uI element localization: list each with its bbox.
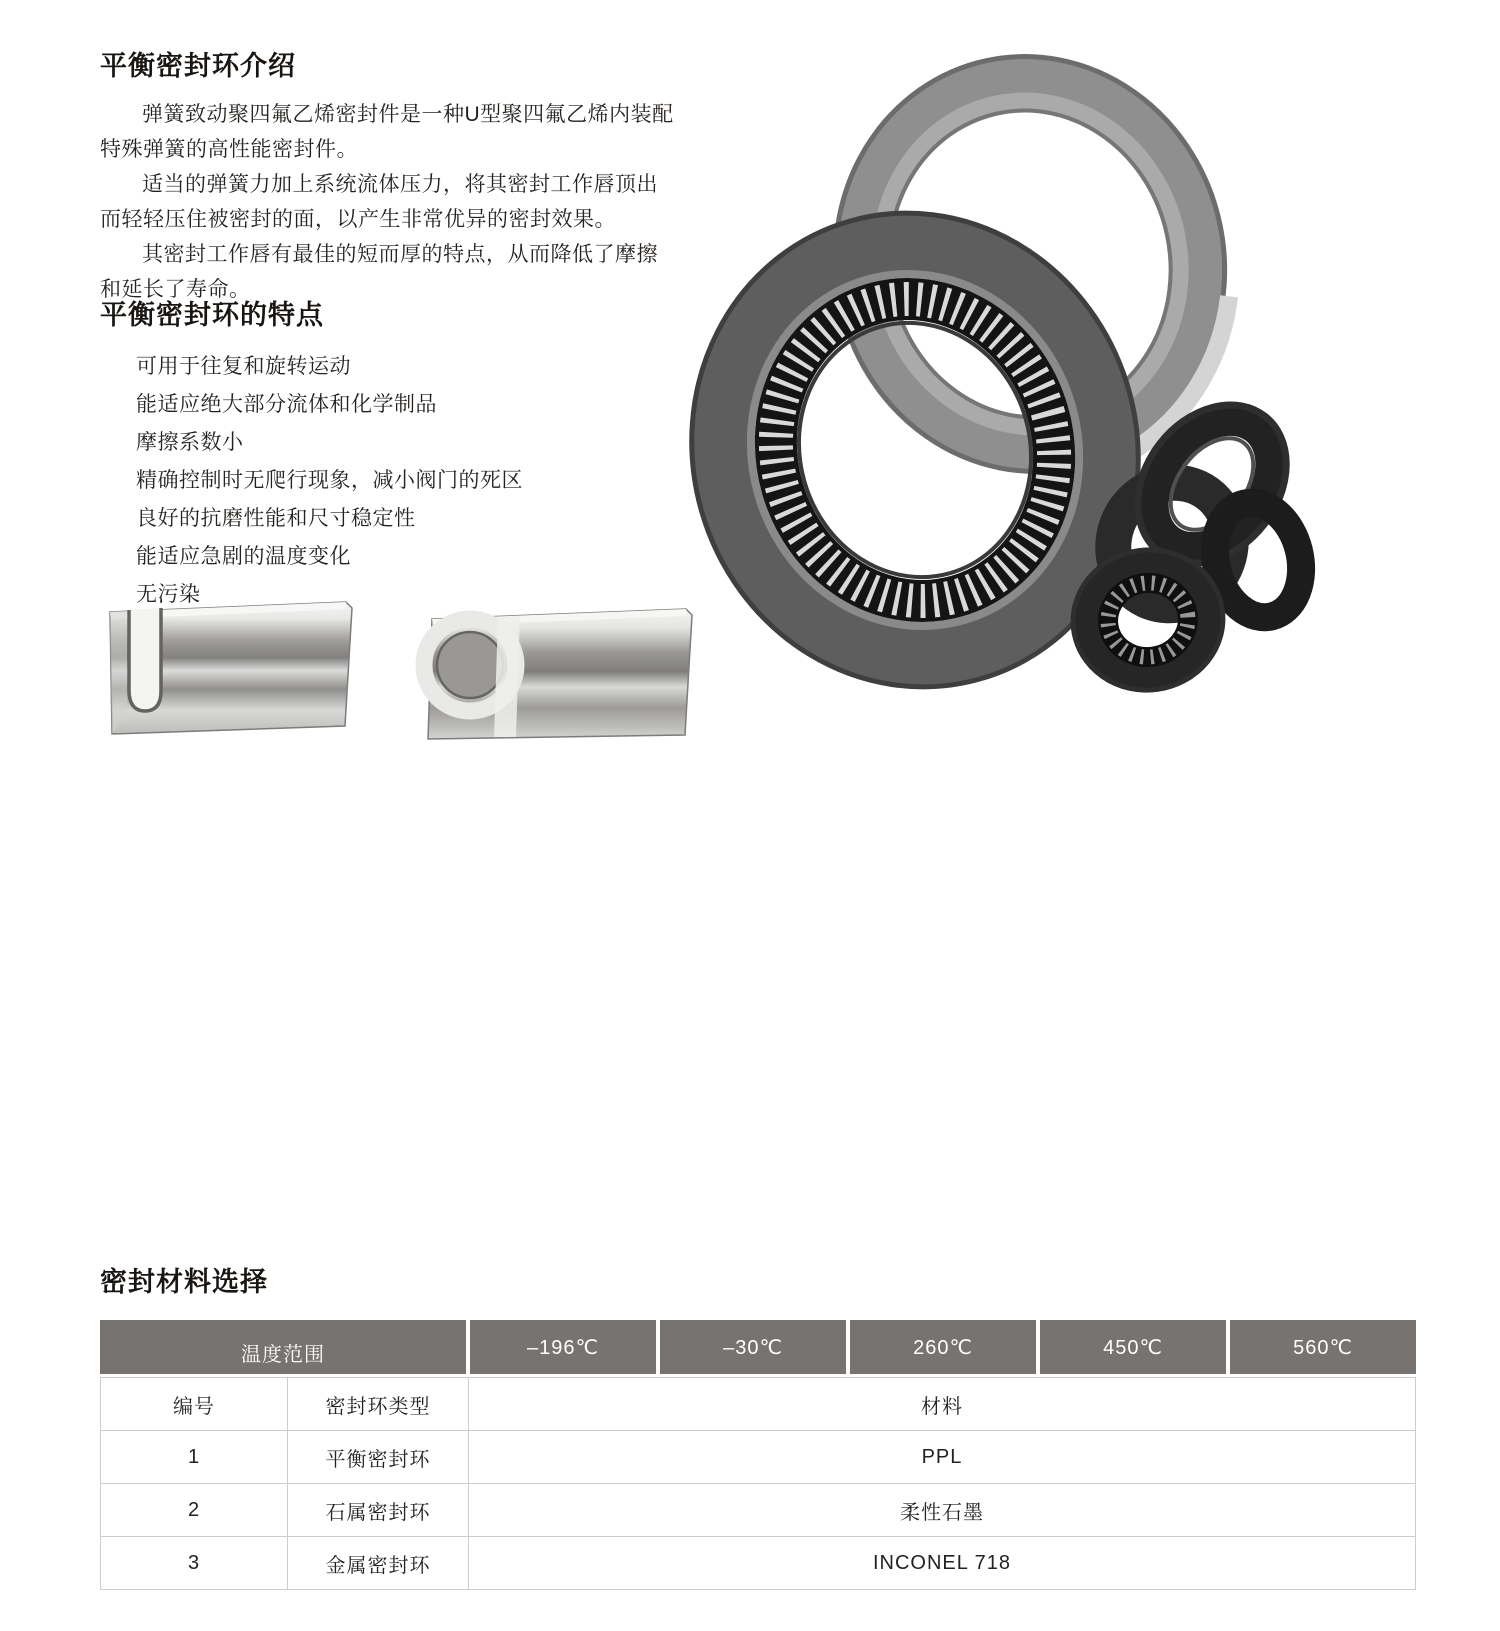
row-type: 石属密封环 xyxy=(288,1484,469,1536)
temp-header-cell: 560℃ xyxy=(1230,1320,1416,1374)
temp-header-cell: 260℃ xyxy=(850,1320,1036,1374)
temp-header-cell: –30℃ xyxy=(660,1320,846,1374)
row-type: 金属密封环 xyxy=(288,1537,469,1589)
spring-coil-circle xyxy=(437,632,503,698)
intro-heading: 平衡密封环介绍 xyxy=(100,51,296,81)
table-row xyxy=(101,1537,1415,1589)
temp-header-cell: 450℃ xyxy=(1040,1320,1226,1374)
column-header-material: 材料 xyxy=(921,1395,963,1418)
row-no: 2 xyxy=(101,1484,288,1536)
temp-range-header-cell: 温度范围 xyxy=(100,1320,466,1374)
product-photo xyxy=(680,52,1480,717)
table-row xyxy=(101,1484,1415,1537)
product-photo-svg xyxy=(680,52,1480,712)
column-header-no: 编号 xyxy=(101,1378,288,1430)
feature-item: 摩擦系数小 xyxy=(136,431,244,454)
row-no: 1 xyxy=(101,1431,288,1483)
u-cup-cross-section-svg xyxy=(96,598,364,738)
materials-table-body xyxy=(100,1377,1416,1590)
seal-lip-shade xyxy=(110,611,127,734)
feature-item: 能适应急剧的温度变化 xyxy=(136,545,351,568)
feature-item: 可用于往复和旋转运动 xyxy=(136,355,351,378)
row-type: 平衡密封环 xyxy=(288,1431,469,1483)
materials-table xyxy=(100,1320,1416,1590)
feature-item: 良好的抗磨性能和尺寸稳定性 xyxy=(136,507,416,530)
row-material: PPL xyxy=(921,1445,963,1468)
intro-paragraph-3: 其密封工作唇有最佳的短而厚的特点，从而降低了摩擦和延长了寿命。 xyxy=(100,243,658,301)
jacket-divider-strip xyxy=(494,616,520,737)
row-material: INCONEL 718 xyxy=(872,1551,1012,1574)
table-row xyxy=(101,1431,1415,1484)
section-features xyxy=(100,293,678,614)
temp-header-cell: –196℃ xyxy=(470,1320,656,1374)
features-heading: 平衡密封环的特点 xyxy=(100,300,324,330)
materials-table-header xyxy=(100,1320,1416,1374)
feature-item: 能适应绝大部分流体和化学制品 xyxy=(136,393,437,416)
features-list xyxy=(100,348,678,614)
u-groove-shape xyxy=(129,608,161,711)
feature-item: 精确控制时无爬行现象，减小阀门的死区 xyxy=(136,469,523,492)
column-header-type: 密封环类型 xyxy=(288,1378,469,1430)
table-subheader-row xyxy=(101,1378,1415,1431)
section-intro xyxy=(100,44,678,307)
row-no: 3 xyxy=(101,1537,288,1589)
intro-paragraph-1: 弹簧致动聚四氟乙烯密封件是一种U型聚四氟乙烯内装配特殊弹簧的高性能密封件。 xyxy=(100,103,674,161)
spring-cross-section-image xyxy=(398,603,698,748)
section-materials xyxy=(100,1260,1416,1590)
materials-heading: 密封材料选择 xyxy=(100,1267,268,1297)
row-material: 柔性石墨 xyxy=(900,1501,984,1524)
intro-paragraph-2: 适当的弹簧力加上系统流体压力，将其密封工作唇顶出而轻轻压住被密封的面，以产生非常优异的密封效果。 xyxy=(100,173,658,231)
spring-cross-section-svg xyxy=(398,603,698,743)
u-cup-cross-section-image xyxy=(96,598,364,743)
feature-item: 无污染 xyxy=(136,583,201,606)
